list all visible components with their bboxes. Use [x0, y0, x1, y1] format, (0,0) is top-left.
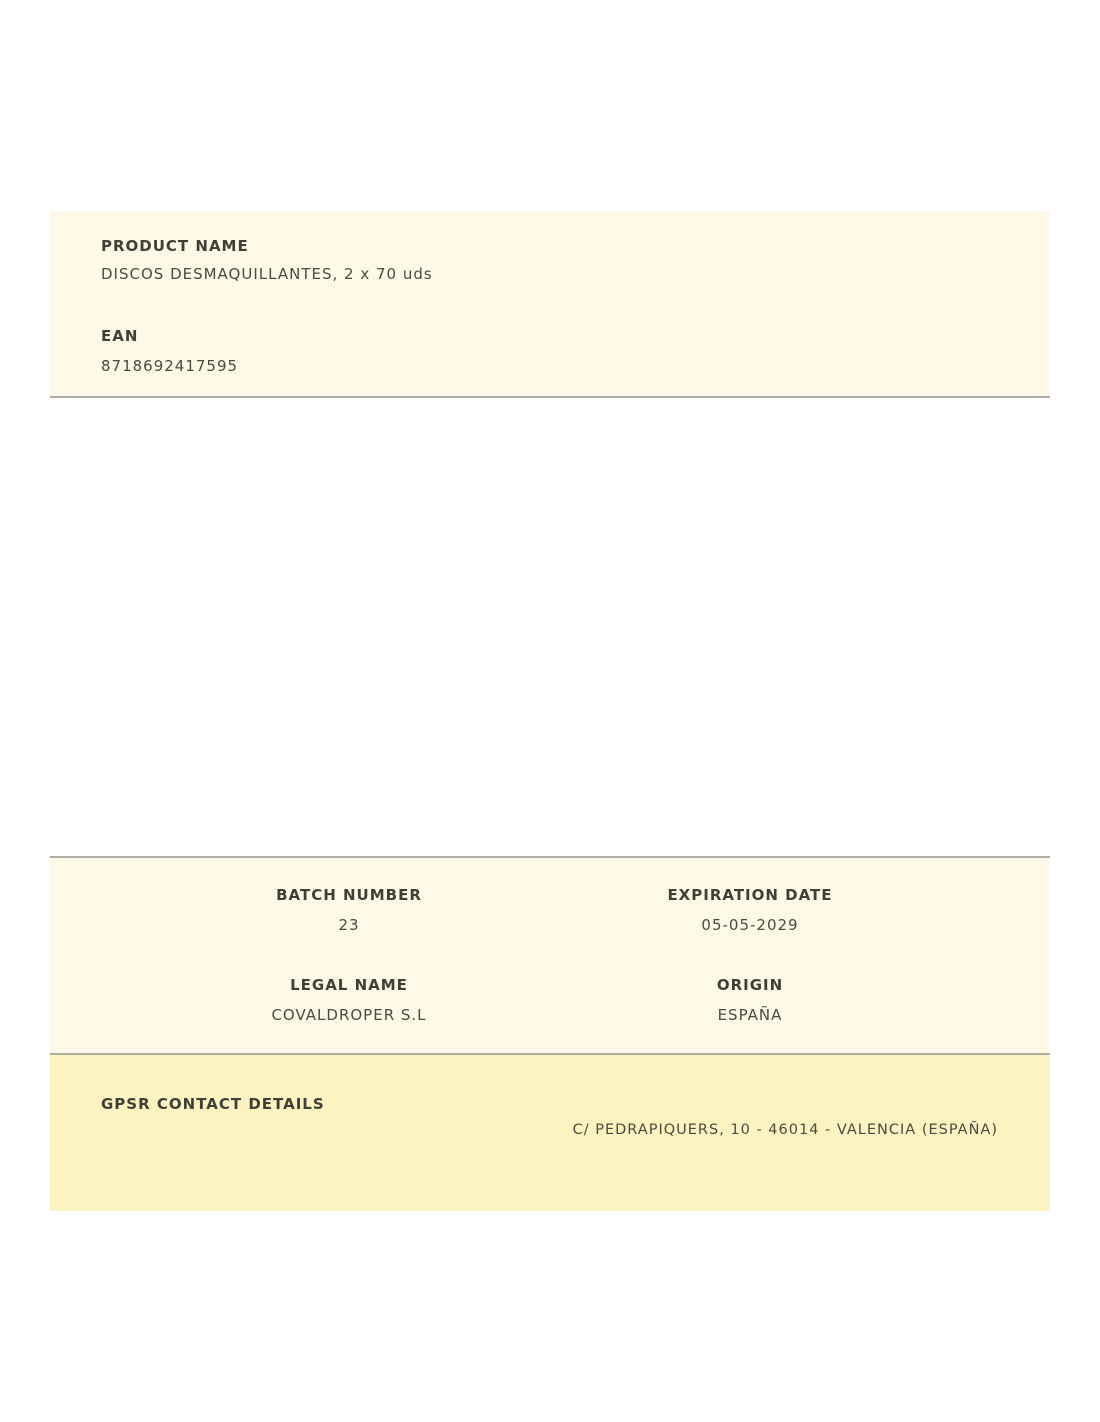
ean-label: EAN [101, 327, 139, 345]
product-name-value: DISCOS DESMAQUILLANTES, 2 x 70 uds [101, 265, 433, 283]
legal-name-value: COVALDROPER S.L [271, 1006, 427, 1024]
origin-label: ORIGIN [716, 976, 784, 994]
legal-name-label: LEGAL NAME [290, 976, 408, 994]
ean-value: 8718692417595 [101, 357, 239, 375]
batch-number-value: 23 [338, 916, 360, 934]
batch-details-panel [50, 856, 1050, 1055]
product-info-panel [50, 211, 1050, 398]
expiration-date-label: EXPIRATION DATE [667, 886, 833, 904]
batch-number-label: BATCH NUMBER [276, 886, 422, 904]
expiration-date-value: 05-05-2029 [701, 916, 799, 934]
gpsr-contact-address: C/ PEDRAPIQUERS, 10 - 46014 - VALENCIA (ESPAÑA) [572, 1122, 998, 1138]
product-name-label: PRODUCT NAME [101, 237, 249, 255]
gpsr-contact-label: GPSR CONTACT DETAILS [101, 1095, 325, 1113]
origin-value: ESPAÑA [717, 1006, 783, 1024]
gpsr-contact-panel [50, 1055, 1050, 1211]
